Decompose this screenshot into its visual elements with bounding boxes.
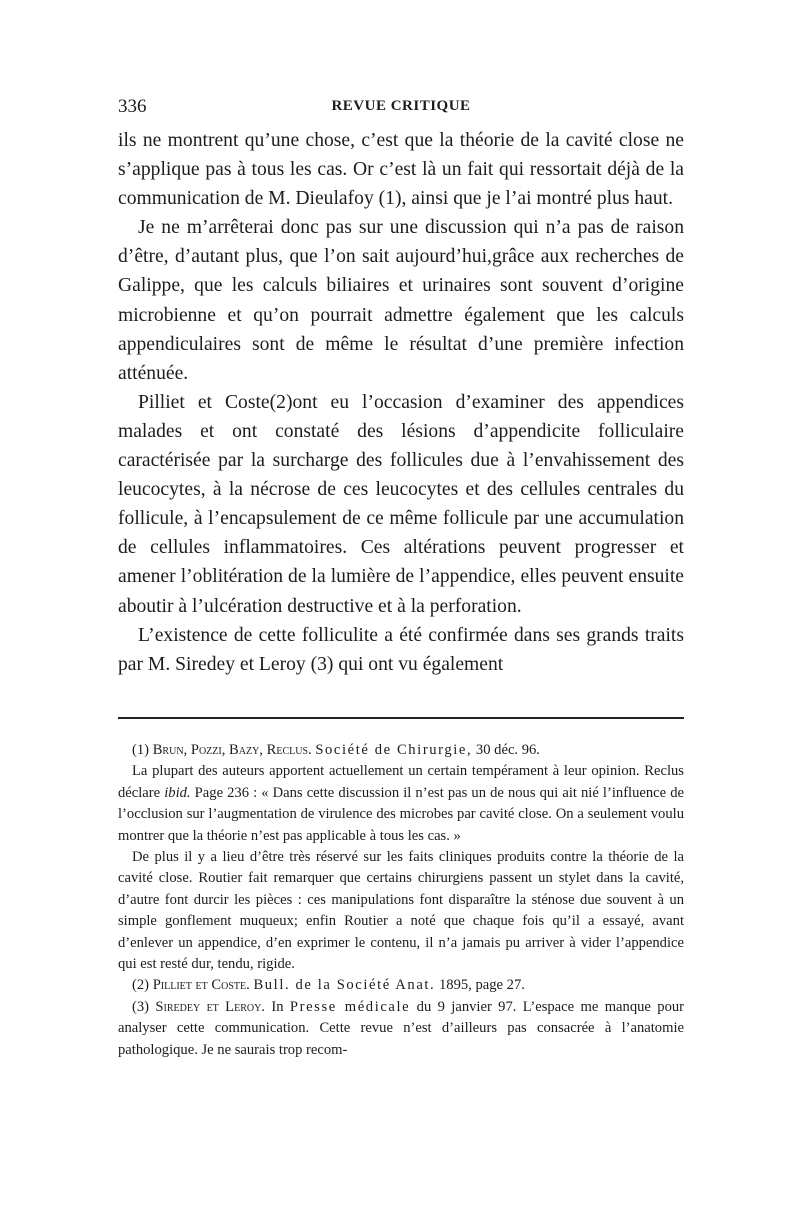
paragraph-1: ils ne montrent qu’une chose, c’est que la théorie de la cavité close ne s’applique pas à tous les cas. Or c’est là un fait qui ressortait déjà de la communication de M. Dieulafoy (1), ainsi que je l’ai montré plus haut. — [118, 130, 684, 210]
paragraph-2: Je ne m’arrêterai donc pas sur une discussion qui n’a pas de raison d’être, d’autant plus, que l’on sait aujourd’hui,grâce aux recherches de Galippe, que les calculs biliaires et urinaires sont souvent d’origine microbienne et qu’on pourrait admettre également que les calculs appendiculaires sont de même le résultat d’une première infection atténuée. — [118, 217, 684, 384]
page-header — [118, 96, 684, 124]
footnote-1-date: 30 déc. 96. — [475, 742, 540, 758]
footnote-2 — [118, 975, 684, 996]
footnote-3 — [118, 997, 684, 1061]
footnote-3-in: In — [271, 998, 284, 1015]
footnote-2-marker: (2) — [132, 977, 150, 994]
footnote-2-journal: Bull. de la Société Anat. — [253, 977, 436, 994]
paragraph-3: Pilliet et Coste(2)ont eu l’occasion d’examiner des appendices malades et ont constaté des lésions d’appendicite folliculaire caractérisée par la surcharge des follicules due à l’envahissement des leucocytes, à la nécrose de ces leucocytes et des cellules centrales du follicule, à l’encapsulement de ce même follicule par une accumulation de cellules inflammatoires. Ces altérations peuvent progresser et amener l’oblitération de la lumière de l’appendice, elles peuvent ensuite aboutir à l’ulcération destructive et à la perforation. — [118, 391, 684, 617]
footnote-1-text-b: Page 236 : « Dans cette discussion il n’est pas un de nous qui ait nié l’influence de l’occlusion sur l’augmentation de virulence des microbes par cavité close. On a seulement voulu montrer que la théorie n’est pas applicable à tous les cas. » — [118, 784, 684, 844]
footnote-2-rest: 1895, page 27. — [438, 977, 525, 994]
footnote-3-journal: Presse médicale — [289, 998, 411, 1015]
footnote-rule — [118, 717, 684, 719]
footnote-1-text-a: La plupart des auteurs apportent actuellement un certain tempérament à leur opinion. Reclus déclare — [118, 763, 684, 801]
footnotes — [118, 740, 684, 1061]
page-number: 336 — [118, 96, 147, 117]
footnote-1-journal: Société de Chirurgie, — [315, 742, 473, 758]
body-text — [118, 126, 684, 679]
footnote-1-marker: (1) — [132, 742, 150, 758]
footnote-1-paragraph-1 — [118, 761, 684, 847]
running-head: REVUE CRITIQUE — [331, 98, 471, 114]
footnote-3-authors: Siredey et Leroy. — [155, 998, 265, 1015]
footnote-1-authors: Brun, Pozzi, Bazy, Reclus. — [152, 742, 312, 758]
footnote-1 — [118, 740, 684, 761]
footnote-2-authors: Pilliet et Coste. — [152, 977, 250, 994]
footnote-1-ibid: ibid. — [164, 784, 191, 801]
footnote-1-paragraph-2: De plus il y a lieu d’être très réservé sur les faits cliniques produits contre la théorie de la cavité close. Routier fait remarquer que certains chirurgiens passent un stylet dans la cavité, d’autre font durcir les pièces : ces manipulations font disparaître la sténose due souvent à un simple gonflement muqueux; enfin Routier a noté que chaque fois qu’il a essayé, avant d’enlever un appendice, d’en exprimer le contenu, il n’a jamais pu arriver à vider l’appendice qui est resté dur, tendu, rigide. — [118, 849, 684, 973]
footnote-3-rest: du 9 janvier 97. L’espace me manque pour analyser cette communication. Cette revue n’est d’ailleurs pas consacrée à l’anatomie pathologique. Je ne saurais trop recom- — [118, 998, 685, 1058]
paragraph-4: L’existence de cette folliculite a été confirmée dans ses grands traits par M. Siredey et Leroy (3) qui ont vu également — [118, 624, 684, 675]
footnote-3-marker: (3) — [132, 998, 150, 1015]
